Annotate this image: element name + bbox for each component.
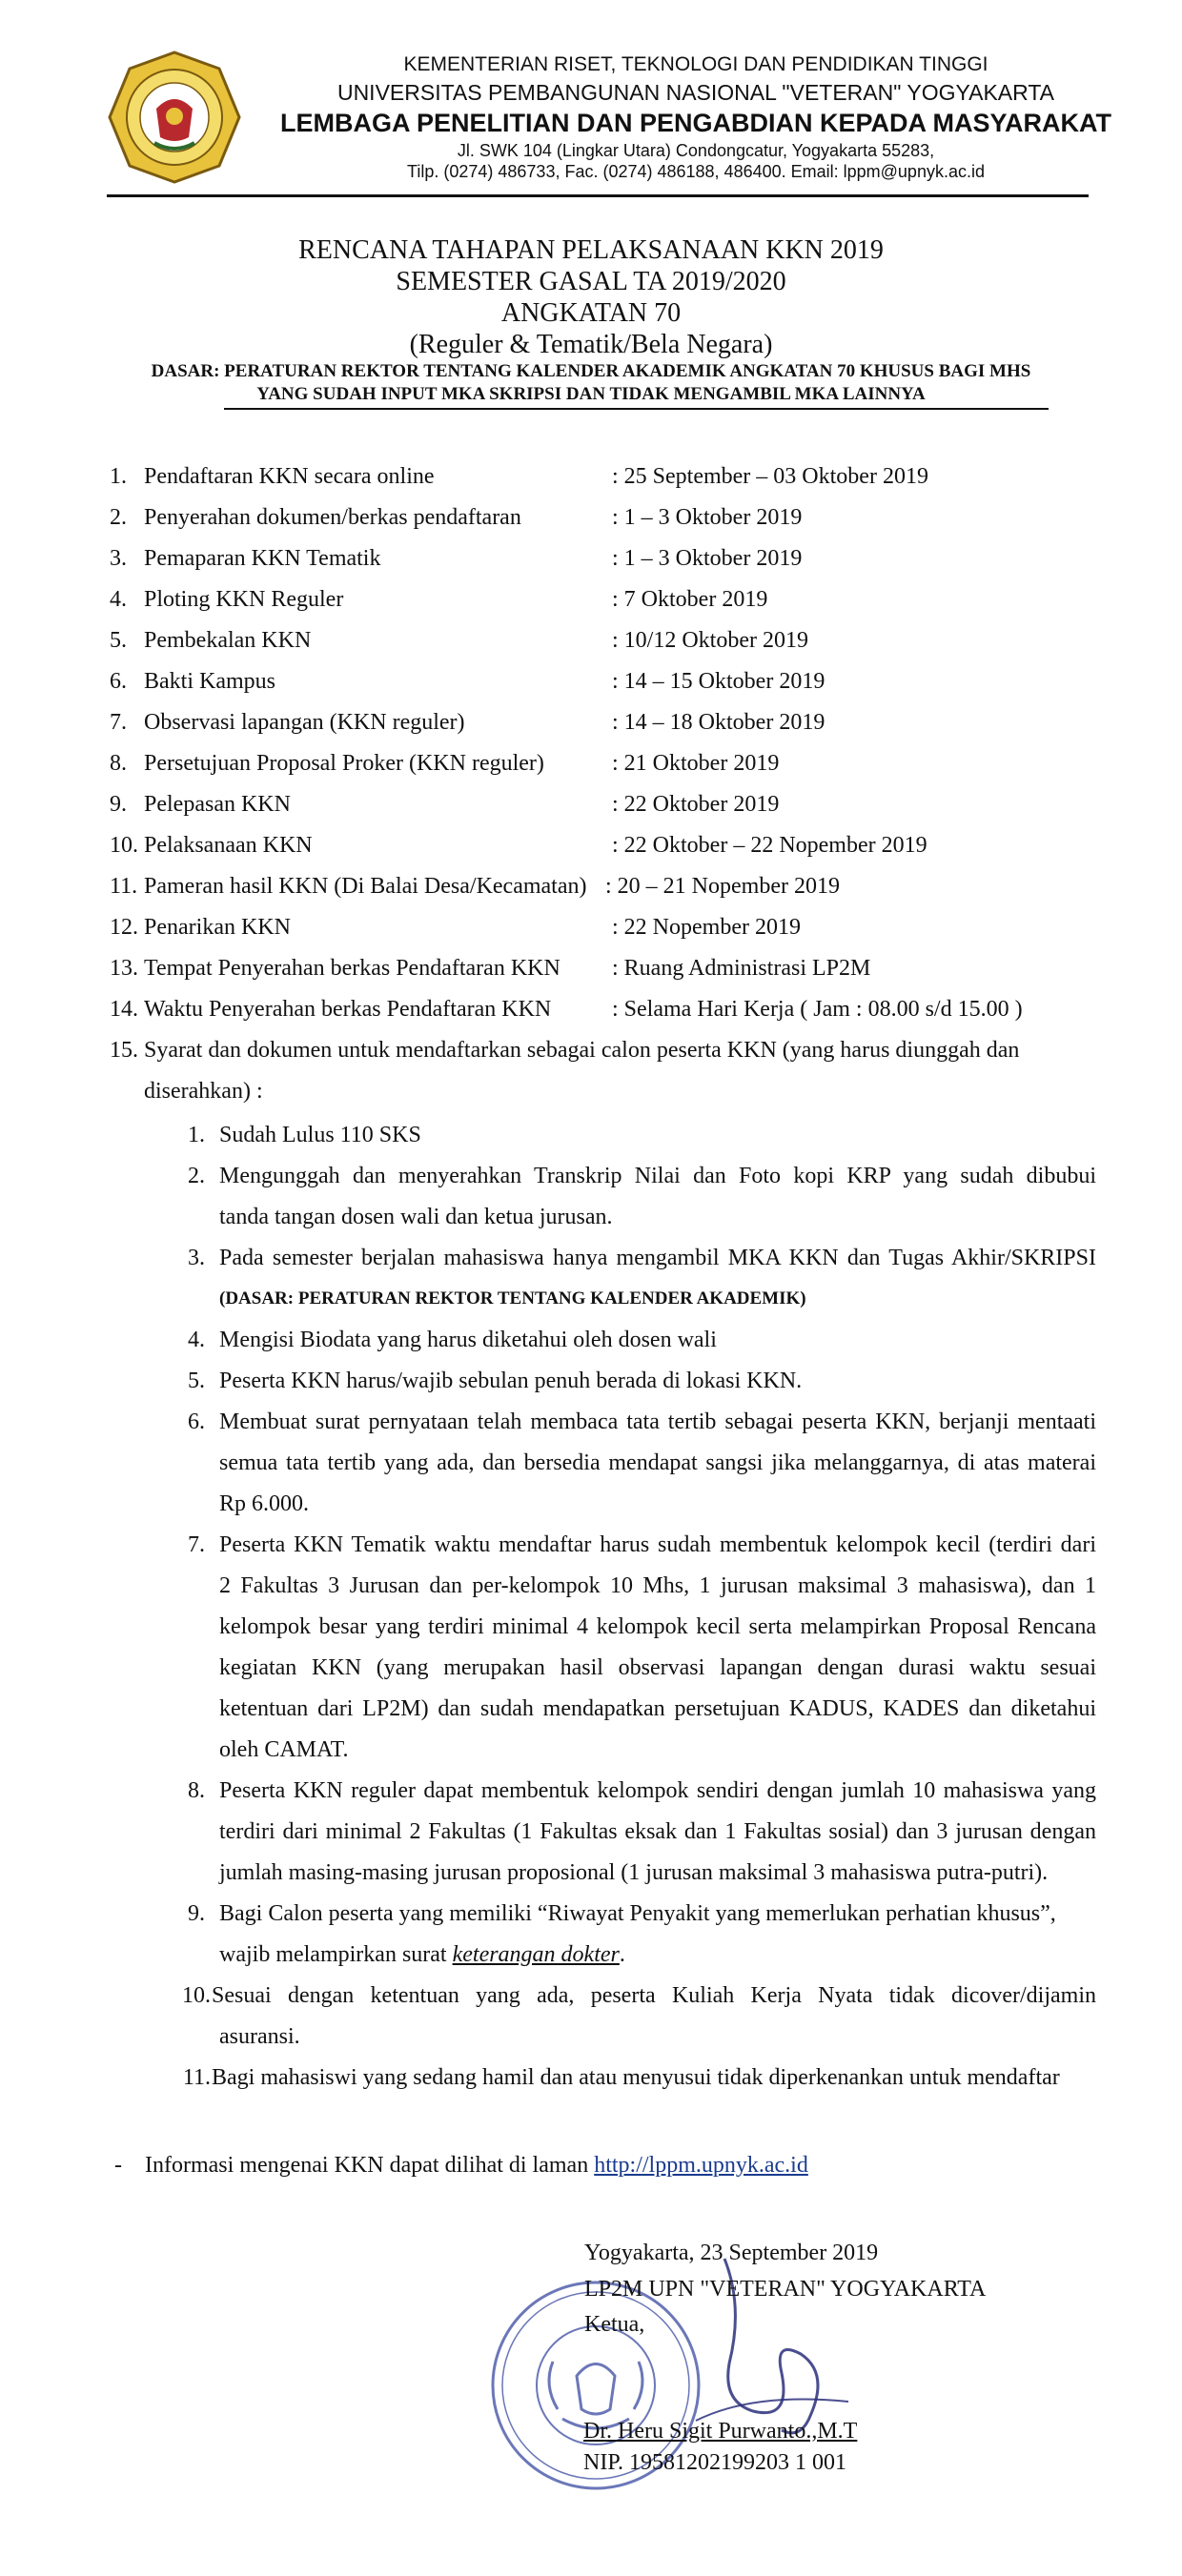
schedule-num: 3. <box>110 546 127 571</box>
requirement-num: 11. <box>182 2065 211 2090</box>
requirement-text: kegiatan KKN (yang merupakan hasil observasi lapangan dengan durasi waktu sesuai <box>219 1655 1096 1680</box>
requirement-text: Mengisi Biodata yang harus diketahui oleh dosen wali <box>219 1328 717 1352</box>
requirement-text: kelompok besar yang terdiri minimal 4 kelompok kecil serta melampirkan Proposal Rencana <box>219 1614 1096 1639</box>
doc-semester: SEMESTER GASAL TA 2019/2020 <box>396 267 786 296</box>
requirement-text: oleh CAMAT. <box>219 1737 349 1762</box>
schedule-label: Penyerahan dokumen/berkas pendaftaran <box>144 505 521 530</box>
requirements-num: 15. <box>110 1038 138 1063</box>
requirement-num: 10. <box>182 1983 211 2008</box>
schedule-value: : Ruang Administrasi LP2M <box>612 956 871 981</box>
schedule-value: : 25 September – 03 Oktober 2019 <box>612 464 928 489</box>
doc-basis-line2: YANG SUDAH INPUT MKA SKRIPSI DAN TIDAK MENGAMBIL MKA LAINNYA <box>256 384 926 404</box>
requirement-text-part: wajib melampirkan surat <box>219 1942 453 1967</box>
schedule-label: Ploting KKN Reguler <box>144 587 344 612</box>
schedule-num: 8. <box>110 751 127 776</box>
requirement-num: 2. <box>188 1164 205 1188</box>
letterhead-university: UNIVERSITAS PEMBANGUNAN NASIONAL "VETERAN" YOGYAKARTA <box>336 80 1055 105</box>
schedule-label: Bakti Kampus <box>144 669 275 694</box>
requirement-text: ketentuan dari LP2M) dan sudah mendapatkan persetujuan KADUS, KADES dan diketahui <box>219 1696 1096 1721</box>
requirement-text: asuransi. <box>219 2024 300 2049</box>
requirement-num: 8. <box>188 1778 205 1803</box>
requirement-text <box>219 1942 625 1968</box>
requirement-text: Sudah Lulus 110 SKS <box>219 1123 421 1147</box>
website-link[interactable]: http://lppm.upnyk.ac.id <box>594 2153 808 2178</box>
schedule-value: : 22 Nopember 2019 <box>612 915 801 940</box>
requirement-num: 6. <box>188 1410 205 1434</box>
schedule-num: 9. <box>110 792 127 817</box>
info-label: Informasi mengenai KKN dapat dilihat di laman <box>145 2153 595 2178</box>
schedule-label: Observasi lapangan (KKN reguler) <box>144 710 465 735</box>
signatory-nip: NIP. 19581202199203 1 001 <box>583 2450 847 2475</box>
schedule-label: Penarikan KKN <box>144 915 291 940</box>
requirement-text: Peserta KKN reguler dapat membentuk kelompok sendiri dengan jumlah 10 mahasiswa yang <box>219 1778 1096 1803</box>
schedule-label: Pemaparan KKN Tematik <box>144 546 381 571</box>
requirement-basis: (DASAR: PERATURAN REKTOR TENTANG KALENDER AKADEMIK) <box>219 1288 806 1308</box>
requirement-num: 4. <box>188 1328 205 1352</box>
schedule-label: Pameran hasil KKN (Di Balai Desa/Kecamatan) <box>144 874 587 899</box>
requirement-text: Membuat surat pernyataan telah membaca tata tertib sebagai peserta KKN, berjanji mentaati <box>219 1410 1096 1434</box>
requirement-num: 7. <box>188 1532 205 1557</box>
doc-batch: ANGKATAN 70 <box>500 298 682 328</box>
letterhead-ministry: KEMENTERIAN RISET, TEKNOLOGI DAN PENDIDIKAN TINGGI <box>403 53 988 75</box>
doc-type: (Reguler & Tematik/Bela Negara) <box>409 330 773 359</box>
requirement-text: tanda tangan dosen wali dan ketua jurusan. <box>219 1205 613 1229</box>
letterhead-contact: Tilp. (0274) 486733, Fac. (0274) 486188, 486400. Email: lppm@upnyk.ac.id <box>407 162 985 181</box>
requirement-num: 3. <box>188 1246 205 1270</box>
requirements-intro-line1: Syarat dan dokumen untuk mendaftarkan sebagai calon peserta KKN (yang harus diunggah dan <box>144 1038 1020 1063</box>
title-underline <box>224 408 1049 410</box>
schedule-num: 6. <box>110 669 127 694</box>
schedule-label: Tempat Penyerahan berkas Pendaftaran KKN <box>144 956 560 981</box>
requirement-text: Rp 6.000. <box>219 1491 310 1516</box>
requirement-text: semua tata tertib yang ada, dan bersedia mendapat sangsi jika melanggarnya, di atas materai <box>219 1450 1096 1475</box>
schedule-value: : Selama Hari Kerja ( Jam : 08.00 s/d 15.00 ) <box>612 997 1023 1022</box>
schedule-num: 4. <box>110 587 127 612</box>
schedule-value: : 20 – 21 Nopember 2019 <box>605 874 840 899</box>
schedule-value: : 7 Oktober 2019 <box>612 587 768 612</box>
schedule-value: : 14 – 18 Oktober 2019 <box>612 710 825 735</box>
schedule-num: 7. <box>110 710 127 735</box>
requirement-num: 9. <box>188 1901 205 1926</box>
requirement-text: Bagi mahasiswi yang sedang hamil dan atau menyusui tidak diperkenankan untuk mendaftar <box>212 2065 1060 2090</box>
letterhead-institute: LEMBAGA PENELITIAN DAN PENGABDIAN KEPADA MASYARAKAT <box>279 109 1112 137</box>
requirements-intro-line2: diserahkan) : <box>144 1079 263 1104</box>
schedule-num: 11. <box>110 874 138 899</box>
requirement-text: jumlah masing-masing jurusan proposional (1 jurusan maksimal 3 mahasiswa putra-putri). <box>219 1860 1049 1885</box>
schedule-num: 13. <box>110 956 138 981</box>
schedule-value: : 14 – 15 Oktober 2019 <box>612 669 825 694</box>
sign-role: Ketua, <box>584 2312 645 2337</box>
schedule-label: Waktu Penyerahan berkas Pendaftaran KKN <box>144 997 552 1022</box>
schedule-label: Pelepasan KKN <box>144 792 291 817</box>
info-text <box>145 2153 808 2179</box>
schedule-value: : 21 Oktober 2019 <box>612 751 780 776</box>
bullet-dash: - <box>114 2153 122 2178</box>
university-logo <box>107 50 242 185</box>
requirement-text: Bagi Calon peserta yang memiliki “Riwayat Penyakit yang memerlukan perhatian khusus”, <box>219 1901 1056 1926</box>
schedule-value: : 1 – 3 Oktober 2019 <box>612 505 803 530</box>
requirement-text: Peserta KKN harus/wajib sebulan penuh berada di lokasi KKN. <box>219 1369 803 1393</box>
signatory-name: Dr. Heru Sigit Purwanto.,M.T <box>583 2419 858 2444</box>
schedule-num: 12. <box>110 915 138 940</box>
schedule-label: Pendaftaran KKN secara online <box>144 464 435 489</box>
requirement-text: Sesuai dengan ketentuan yang ada, peserta Kuliah Kerja Nyata tidak dicover/dijamin <box>212 1983 1096 2008</box>
schedule-value: : 10/12 Oktober 2019 <box>612 628 808 653</box>
requirement-text: Peserta KKN Tematik waktu mendaftar harus sudah membentuk kelompok kecil (terdiri dari <box>219 1532 1096 1557</box>
sign-organization: LP2M UPN "VETERAN" YOGYAKARTA <box>584 2277 987 2302</box>
requirement-text: 2 Fakultas 3 Jurusan dan per-kelompok 10 Mhs, 1 jurusan maksimal 3 mahasiswa), dan 1 <box>219 1573 1096 1598</box>
schedule-num: 5. <box>110 628 127 653</box>
requirement-text: Pada semester berjalan mahasiswa hanya mengambil MKA KKN dan Tugas Akhir/SKRIPSI <box>219 1246 1096 1270</box>
requirement-text: Mengunggah dan menyerahkan Transkrip Nilai dan Foto kopi KRP yang sudah dibubui <box>219 1164 1096 1188</box>
doc-title: RENCANA TAHAPAN PELAKSANAAN KKN 2019 <box>298 235 884 265</box>
schedule-label: Persetujuan Proposal Proker (KKN reguler) <box>144 751 544 776</box>
schedule-num: 10. <box>110 833 138 858</box>
requirement-num: 5. <box>188 1369 205 1393</box>
schedule-num: 2. <box>110 505 127 530</box>
requirement-text: terdiri dari minimal 2 Fakultas (1 Fakultas eksak dan 1 Fakultas sosial) dan 3 jurusan dengan <box>219 1819 1096 1844</box>
letterhead-address: Jl. SWK 104 (Lingkar Utara) Condongcatur, Yogyakarta 55283, <box>457 141 935 160</box>
requirement-text-part: . <box>619 1942 625 1967</box>
schedule-label: Pembekalan KKN <box>144 628 312 653</box>
requirement-num: 1. <box>188 1123 205 1147</box>
sign-place-date: Yogyakarta, 23 September 2019 <box>584 2241 879 2265</box>
schedule-num: 14. <box>110 997 138 1022</box>
schedule-num: 1. <box>110 464 127 489</box>
schedule-value: : 1 – 3 Oktober 2019 <box>612 546 803 571</box>
schedule-label: Pelaksanaan KKN <box>144 833 313 858</box>
doctor-note-emphasis: keterangan dokter <box>452 1942 620 1967</box>
doc-basis-line1: DASAR: PERATURAN REKTOR TENTANG KALENDER AKADEMIK ANGKATAN 70 KHUSUS BAGI MHS <box>151 361 1031 381</box>
schedule-value: : 22 Oktober 2019 <box>612 792 780 817</box>
letterhead-divider <box>107 194 1089 197</box>
schedule-value: : 22 Oktober – 22 Nopember 2019 <box>612 833 927 858</box>
